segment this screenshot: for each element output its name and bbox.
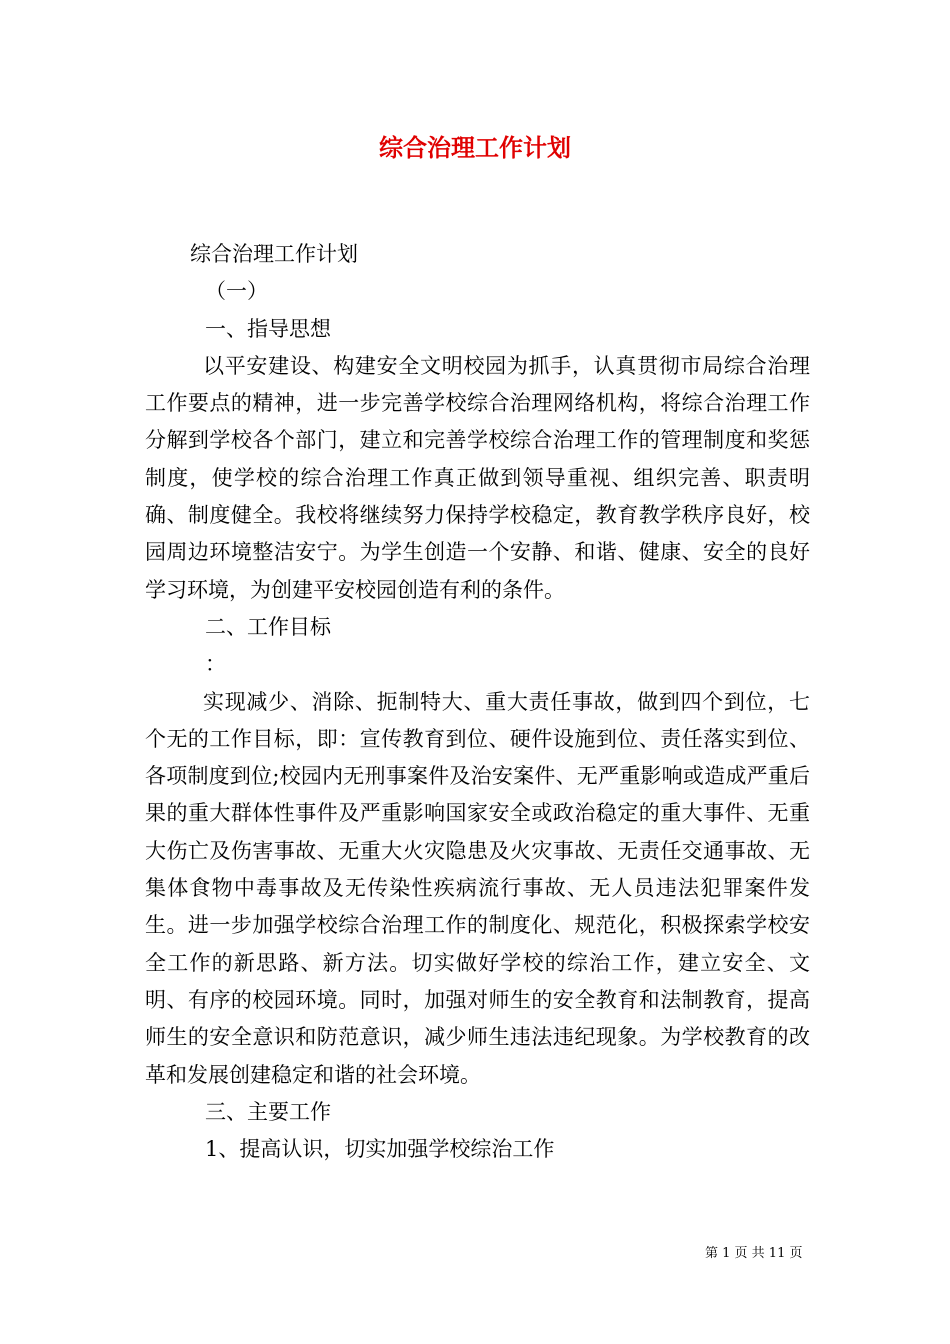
list-item-1: 1、提高认识，切实加强学校综治工作: [205, 1137, 555, 1162]
colon-line: ：: [205, 652, 226, 677]
heading-line: 综合治理工作计划: [190, 242, 358, 266]
page-number: 第 1 页 共 11 页: [705, 1246, 803, 1261]
section-heading-2: 二、工作目标: [205, 614, 331, 639]
paragraph-2: 实现减少、消除、扼制特大、重大责任事故，做到四个到位，七个无的工作目标，即：宣传教育到位、硬件设施到位、责任落实到位、各项制度到位;校园内无刑事案件及治安案件、无严重影响或造成严重后果的重大群体性事件及严重影响国家安全或政治稳定的重大事件、无重大伤亡及伤害事故、无重大火灾隐患及火灾事故、无责任交通事故、无集体食物中毒事故及无传染性疾病流行事故、无人员违法犯罪案件发生。进一步加强学校综合治理工作的制度化、规范化，积极探索学校安全工作的新思路、新方法。切实做好学校的综治工作，建立安全、文明、有序的校园环境。同时，加强对师生的安全教育和法制教育，提高师生的安全意识和防范意识，减少师生违法违纪现象。为学校教育的改革和发展创建稳定和谐的社会环境。: [145, 689, 810, 1087]
section-heading-3: 三、主要工作: [205, 1099, 331, 1124]
section-heading-1: 一、指导思想: [205, 316, 331, 341]
paragraph-1: 以平安建设、构建安全文明校园为抓手，认真贯彻市局综合治理工作要点的精神，进一步完善学校综合治理网络机构，将综合治理工作分解到学校各个部门，建立和完善学校综合治理工作的管理制度和奖惩制度，使学校的综合治理工作真正做到领导重视、组织完善、职责明确、制度健全。我校将继续努力保持学校稳定，教育教学秩序良好，校园周边环境整洁安宁。为学生创造一个安静、和谐、健康、安全的良好学习环境，为创建平安校园创造有利的条件。: [145, 353, 810, 602]
document-body: [145, 236, 810, 1168]
document-title: 综合治理工作计划: [379, 133, 571, 162]
sub-heading: （一）: [205, 279, 268, 304]
